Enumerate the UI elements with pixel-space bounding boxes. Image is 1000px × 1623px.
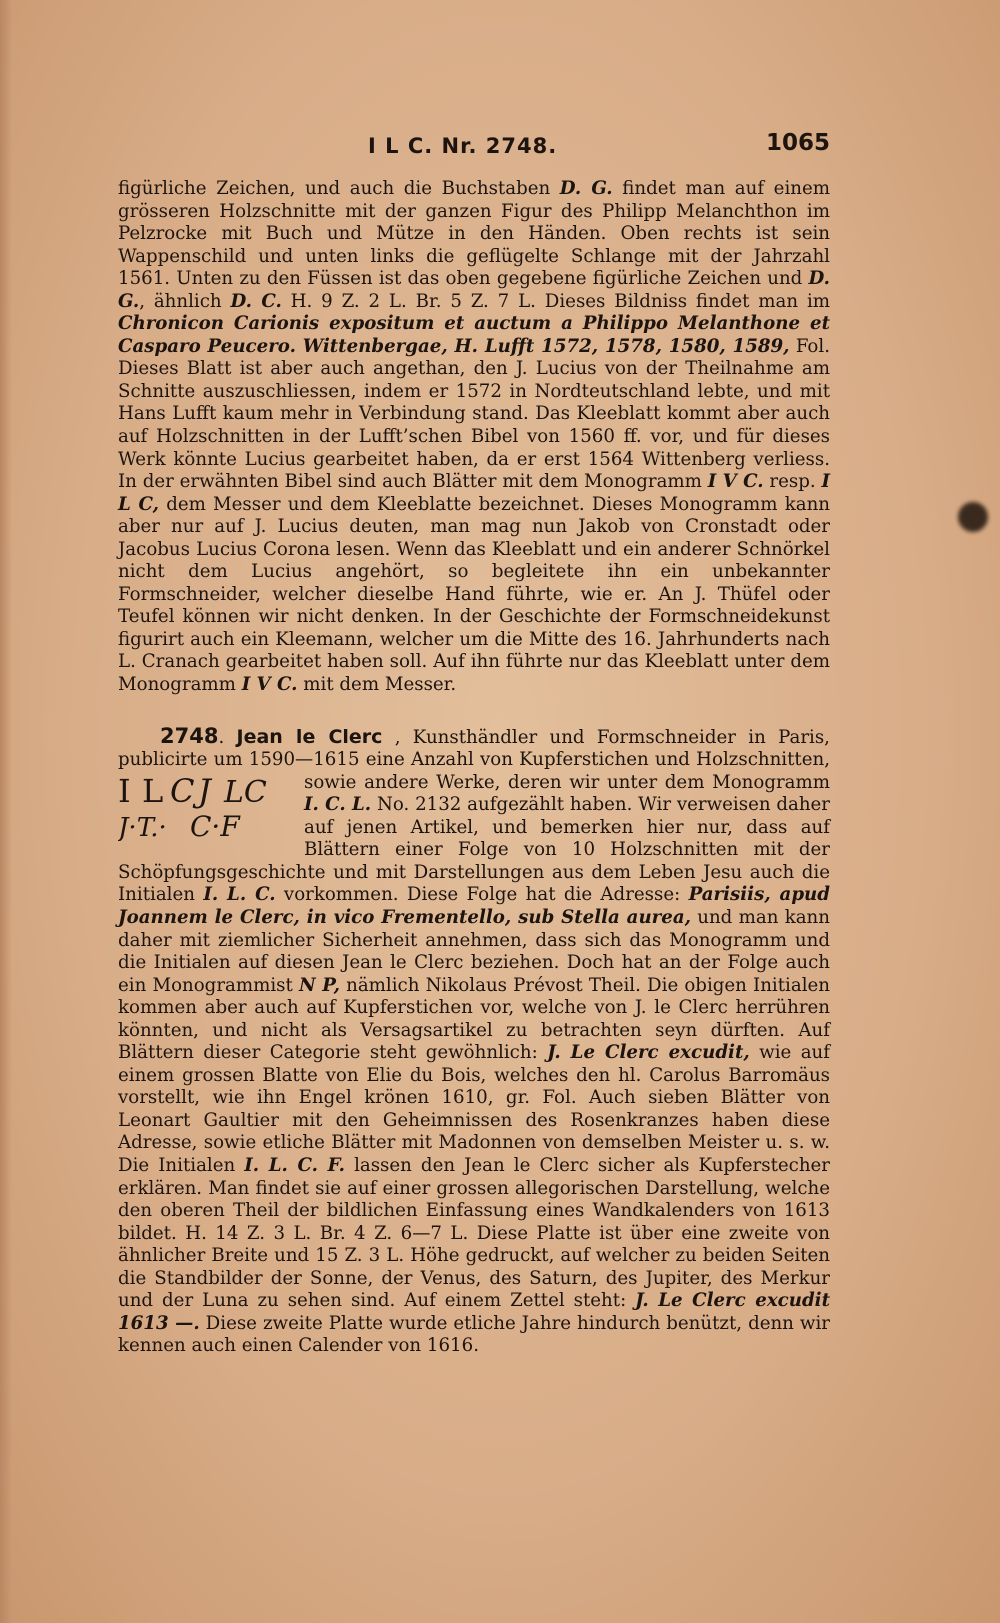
italic-text: Parisiis, apud Joannem le Clerc, in vico Frementello, sub Stella aurea, bbox=[118, 884, 830, 928]
italic-text: I L C, bbox=[118, 471, 830, 515]
italic-text: D. G. bbox=[559, 178, 613, 199]
monogram-figures bbox=[118, 774, 304, 841]
text-run: Diese zweite Platte wurde etliche Jahre hindurch benützt, denn wir kennen auch einen Calender von 1616. bbox=[118, 1312, 830, 1357]
body-text bbox=[118, 178, 830, 1358]
entry-2748: 2748. Jean le Clerc , Kunsthändler und Formschneider in Paris, publicirte um 1590—1615 eine Anzahl von Kupferstichen und Holzschnitten, sowie andere Werke, deren wir unter dem Monogramm I L C J LC J·T.· C·F I. C. L. No. 2132 aufgezählt haben. Wir verweisen daher auf jenen Artikel, und bemerken hier nur, dass auf Blättern einer Folge von 10 Holzschnitten mit der Schöpfungsgeschichte und mit Darstellungen aus dem Leben Jesu auch die Initialen I. L. C. vorkommen. Diese Folge hat die Adresse: Parisiis, apud Joannem le Clerc, in vico Frementello, sub Stella aurea, und man kann daher mit ziemlicher Sicherheit annehmen, dass sich das Monogramm und die Initialen auf diesen Jean le Clerc beziehen. Doch hat an der Folge auch ein Monogrammist N P, nämlich Nikolaus Prévost Theil. Die obigen Initialen kommen aber auch auf Kupferstichen vor, welche von J. le Clerc herrühren könnten, und nicht als Versagsartikel zu betrachten seyn dürften. Auf Blättern dieser Categorie steht gewöhnlich: J. Le Clerc excudit, wie auf einem grossen Blatte von Elie du Bois, welches den hl. Carolus Barromäus vorstellt, wie ihn Engel krönen 1610, gr. Fol. Auch sieben Blätter von Leonart Gaultier mit den Geheimnissen des Rosenkranzes haben diese Adresse, sowie etliche Blätter mit Madonnen von demselben Meister u. s. w. Die Initialen I. L. C. F. lassen den Jean le Clerc sicher als Kupferstecher erklären. Man findet sie auf einer grossen allegorischen Darstellung, welche den oberen Theil der bildlichen Einfassung eines Wandkalenders von 1613 bildet. H. 14 Z. 3 L. Br. 4 Z. 6—7 L. Diese Platte ist über eine zweite von ähnlicher Breite und 15 Z. 3 L. Höhe gedruckt, auf welcher zu beiden Seiten die Standbilder der Sonne, der Venus, des Saturn, des Jupiter, des Merkur und der Luna zu sehen sind. Auf einem Zettel steht: J. Le Clerc excudit 1613 —. Diese zweite Platte wurde etliche Jahre hindurch benützt, denn wir kennen auch einen Calender von 1616. bbox=[118, 725, 830, 1358]
monogram-glyph: C·F bbox=[190, 809, 240, 841]
italic-text: D. C. bbox=[230, 290, 282, 312]
italic-text: N P, bbox=[298, 974, 340, 996]
monogram-glyph: LC bbox=[224, 774, 267, 810]
text-run: H. 9 Z. 2 L. Br. 5 Z. 7 L. Dieses Bildniss findet man im bbox=[281, 290, 831, 312]
text-run: resp. bbox=[763, 471, 822, 493]
text-run: , Kunsthändler und Formschneider in Paris, publicirte um 1590—1615 eine Anzahl von Kupferstichen und Holzschnitten, sowie andere Werke, deren wir unter dem Monogramm bbox=[118, 726, 830, 793]
italic-text: D. G. bbox=[118, 268, 830, 312]
text-run: Fol. Dieses Blatt ist aber auch angethan, den J. Lucius von der Theilnahme am Schnitte auszuschliessen, indem er 1572 in Nordteutschland lebte, und mit Hans Lufft kaum mehr in Verbindung stand. Das Kleeblatt kommt aber auch auf Holzschnitten in der Lufft’schen Bibel von 1560 ff. vor, und für dieses Werk könnte Lucius gearbeitet haben, da er erst 1564 Wittenberg verliess. In der erwähnten Bibel sind auch Blätter mit dem Monogramm bbox=[118, 335, 830, 493]
page-edge-shadow bbox=[0, 0, 12, 1623]
paragraph-continued bbox=[118, 178, 830, 697]
running-head-title: I L C. Nr. 2748. bbox=[368, 134, 558, 158]
monogram-glyph: C bbox=[170, 773, 195, 810]
italic-text: I. L. C. bbox=[203, 884, 276, 906]
entry-name: Jean le Clerc bbox=[236, 725, 383, 748]
text-run: und man kann daher mit ziemlicher Sicherheit annehmen, dass sich das Monogramm und die Initialen auf diesen Jean le Clerc beziehen. Doch hat an der Folge auch ein Monogrammist bbox=[118, 906, 830, 996]
text-run: figürliche Zeichen, und auch die Buchstaben bbox=[118, 178, 560, 199]
running-head bbox=[118, 128, 828, 168]
monogram-glyph: J·T.· bbox=[118, 812, 167, 841]
italic-text: J. Le Clerc excudit, bbox=[547, 1042, 750, 1064]
italic-text: I V C. bbox=[707, 471, 764, 493]
text-run: wie auf einem grossen Blatte von Elie du Bois, welches den hl. Carolus Barromäus vorstellt, wie ihn Engel krönen 1610, gr. Fol. Auch sieben Blätter von Leonart Gaultier mit den Geheimnissen des Rosenkranzes haben diese Adresse, sowie etliche Blätter mit Madonnen von demselben Meister u. s. w. Die Initialen bbox=[118, 1042, 830, 1176]
monogram-drawing bbox=[118, 774, 304, 841]
page-number: 1065 bbox=[765, 130, 830, 156]
monogram-glyph: L bbox=[142, 773, 164, 810]
text-run: vorkommen. Diese Folge hat die Adresse: bbox=[275, 884, 689, 906]
italic-text: J. Le Clerc excudit 1613 —. bbox=[118, 1290, 830, 1334]
italic-text: I. C. L. bbox=[304, 794, 372, 816]
monogram-glyph: J bbox=[198, 773, 211, 810]
text-run: findet man auf einem grösseren Holzschnitte mit der ganzen Figur des Philipp Melanchthon im Pelzrocke mit Buch und Mütze in den Händen. Oben rechts ist sein Wappenschild und unten links die geflügelte Schlange mit der Jahrzahl 1561. Unten zu den Füssen ist das oben gegebene figürliche Zeichen und bbox=[118, 178, 830, 290]
text-run: dem Messer und dem Kleeblatte bezeichnet. Dieses Monogramm kann aber nur auf J. Lucius deuten, man mag nun Jakob von Cronstadt oder Jacobus Lucius Corona lesen. Wenn das Kleeblatt und ein anderer Schnörkel nicht dem Lucius angehört, so begleitete ihn ein unbekannter Formschneider, welcher dieselbe Hand führte, wie er. An J. Thüfel oder Teufel können wir nicht denken. In der Geschichte der Formschneidekunst figurirt auch ein Kleemann, welcher um die Mitte des 16. Jahrhunderts nach L. Cranach gearbeitet haben soll. Auf ihn führte nur das Kleeblatt unter dem Monogramm bbox=[118, 493, 830, 696]
italic-text: I. L. C. F. bbox=[244, 1154, 345, 1176]
text-run: , ähnlich bbox=[139, 290, 231, 312]
text-run: lassen den Jean le Clerc sicher als Kupferstecher erklären. Man findet sie auf einer grossen allegorischen Darstellung, welche den oberen Theil der bildlichen Einfassung eines Wandkalenders von 1613 bildet. H. 14 Z. 3 L. Br. 4 Z. 6—7 L. Diese Platte ist über eine zweite von ähnlicher Breite und 15 Z. 3 L. Höhe gedruckt, auf welcher zu beiden Seiten die Standbilder der Sonne, der Venus, des Saturn, des Jupiter, des Merkur und der Luna zu sehen sind. Auf einem Zettel steht: bbox=[118, 1154, 831, 1312]
text-run: nämlich Nikolaus Prévost Theil. Die obigen Initialen kommen aber auch auf Kupferstichen vor, welche von J. le Clerc herrühren könnten, und nicht als Versagsartikel zu betrachten seyn dürften. Auf Blättern dieser Categorie steht gewöhnlich: bbox=[118, 974, 831, 1064]
ink-spot bbox=[958, 502, 988, 532]
monogram-glyph: I bbox=[118, 773, 131, 810]
italic-text: Chronicon Carionis expositum et auctum a Philippo Melanthone et Casparo Peucero. Wittenbergae, H. Lufft 1572, 1578, 1580, 1589, bbox=[118, 313, 830, 357]
text-run: No. 2132 aufgezählt haben. Wir verweisen daher auf jenen Artikel, und bemerken hier nur, dass auf Blättern einer Folge von 10 Holzschnitten mit der Schöpfungsgeschichte und mit Darstellungen aus dem Leben Jesu auch die Initialen bbox=[118, 794, 830, 906]
text-run: mit dem Messer. bbox=[297, 674, 457, 696]
italic-text: I V C. bbox=[241, 674, 298, 696]
entry-number: 2748 bbox=[160, 723, 219, 748]
